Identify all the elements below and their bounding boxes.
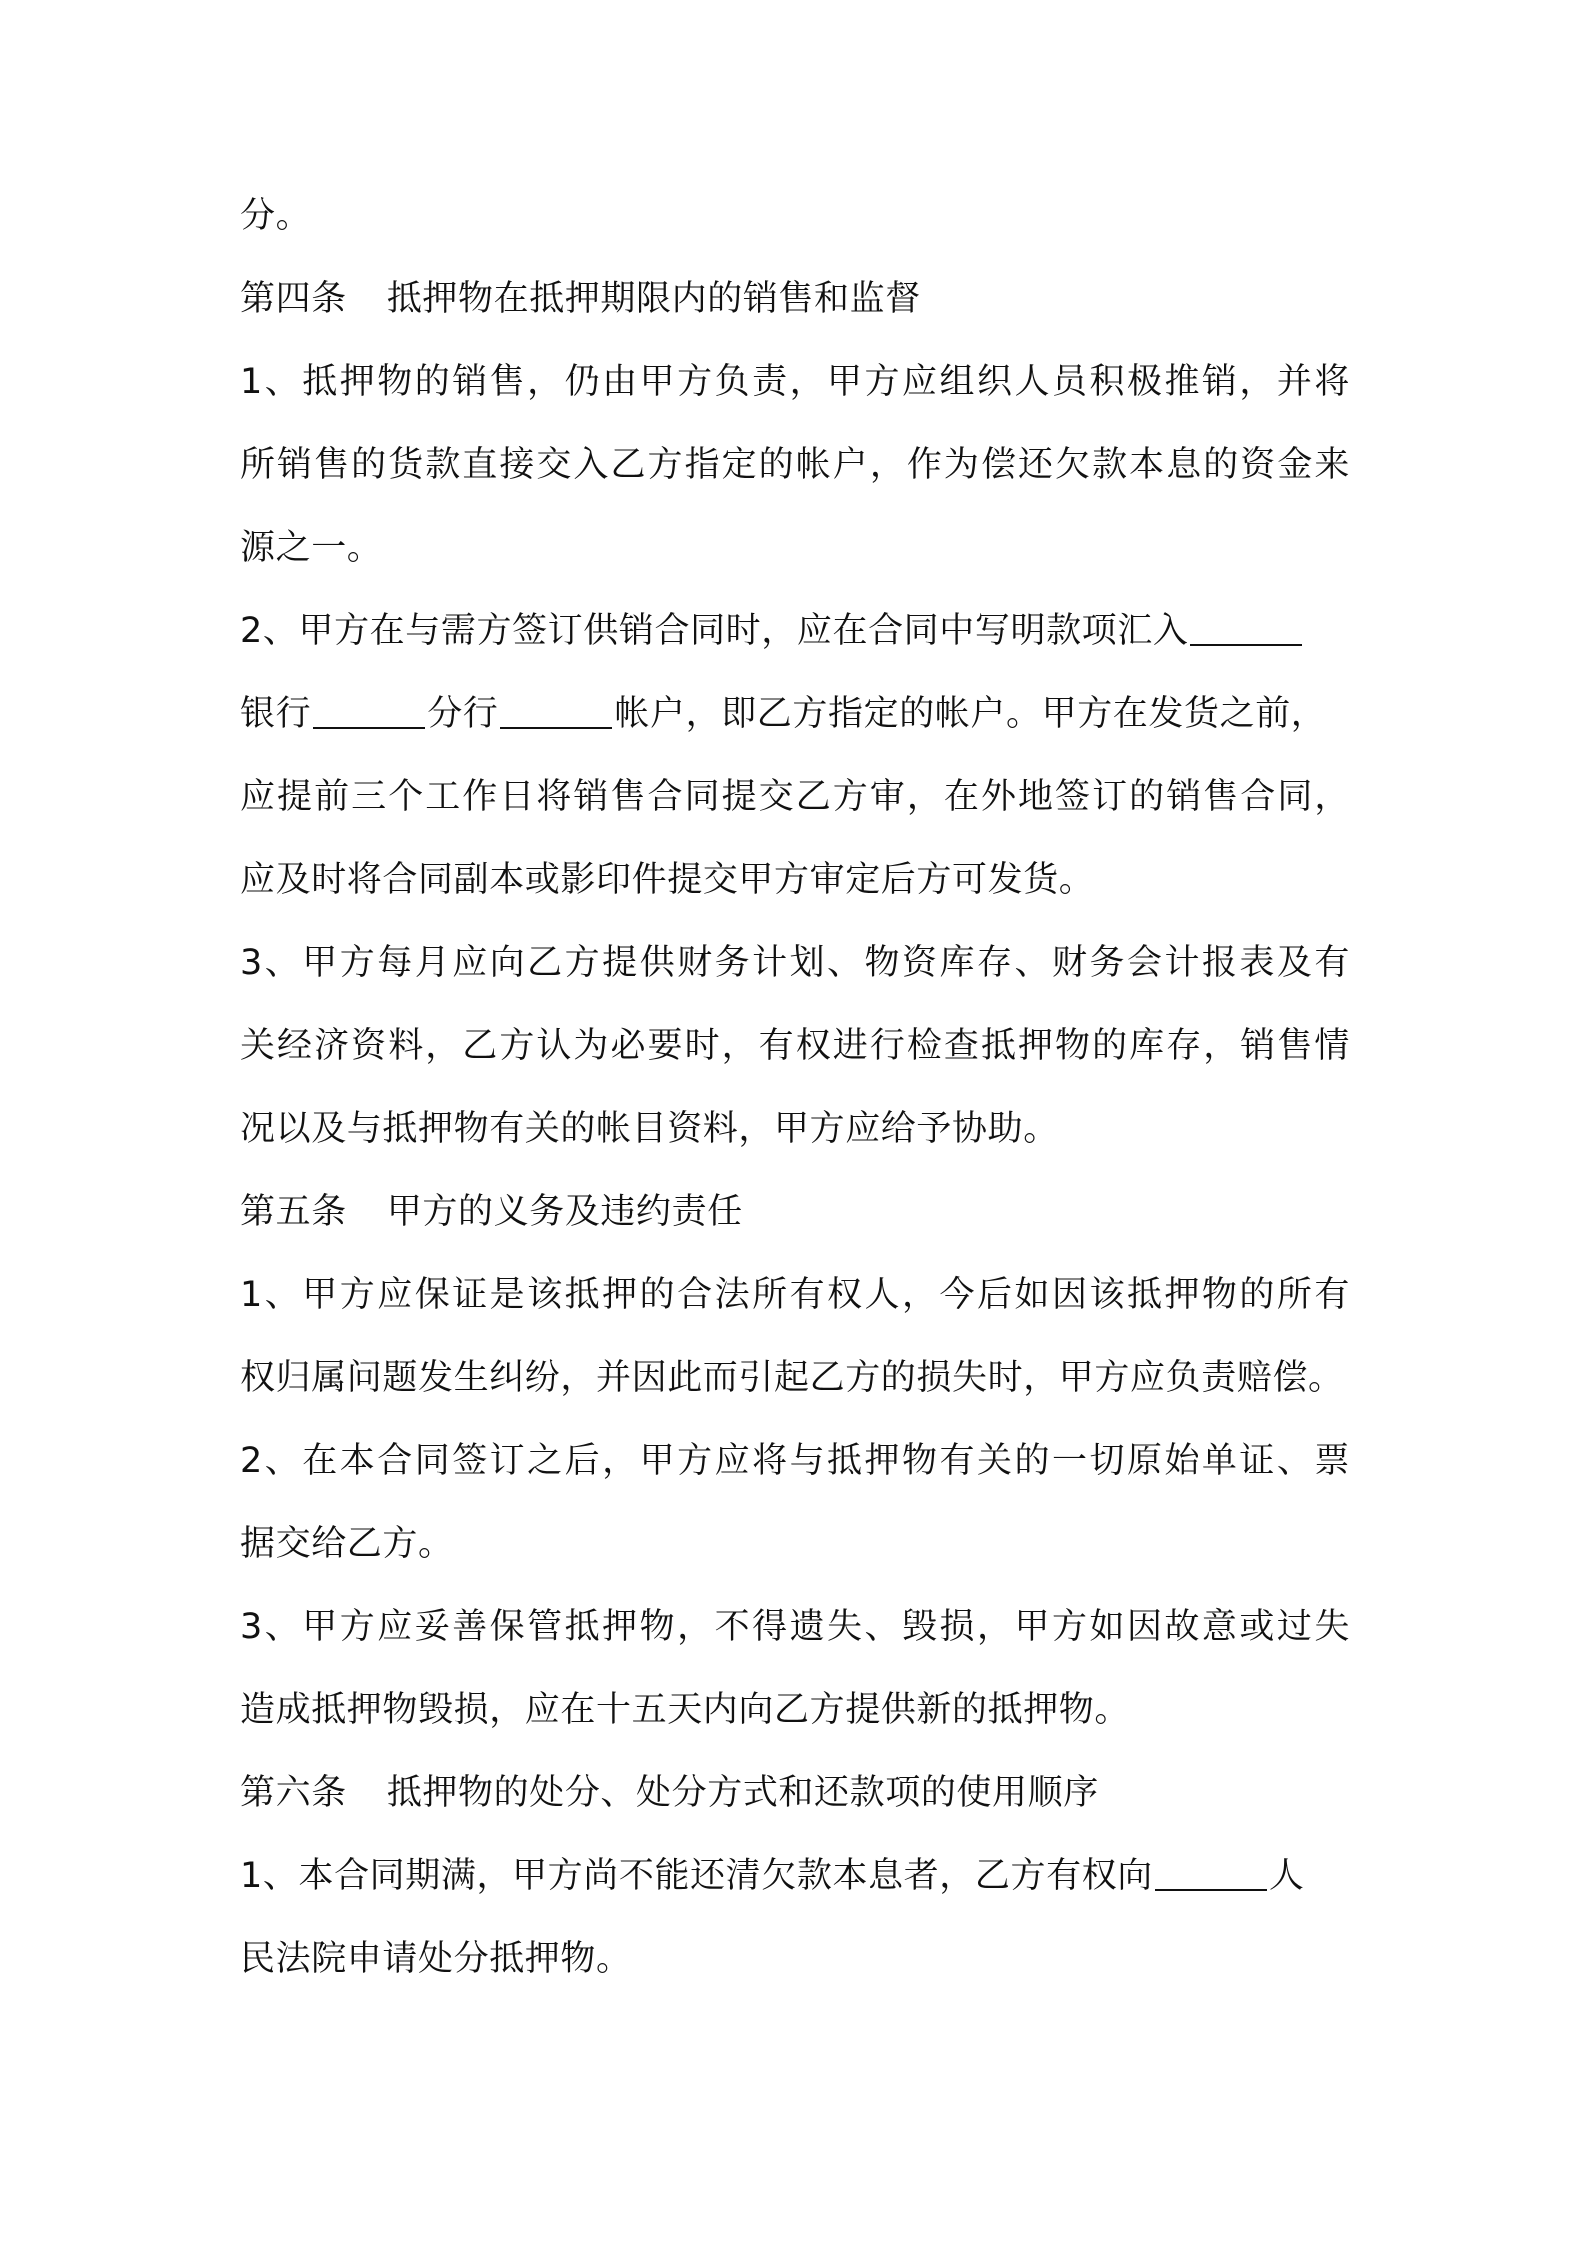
article-number: 第五条 xyxy=(240,1192,347,1232)
line-text: 权归属问题发生纠纷，并因此而引起乙方的损失时，甲方应负责赔偿。 xyxy=(240,1358,1344,1398)
paragraph-line xyxy=(240,1271,1350,1319)
line-text: 1、本合同期满，甲方尚不能还清欠款本息者，乙方有权向 xyxy=(240,1856,1153,1896)
paragraph-line xyxy=(240,690,1350,738)
line-text: 所销售的货款直接交入乙方指定的帐户，作为偿还欠款本息的资金来 xyxy=(240,445,1350,485)
line-text: 人 xyxy=(1268,1856,1305,1896)
paragraph-line xyxy=(240,607,1350,655)
line-text: 2、在本合同签订之后，甲方应将与抵押物有关的一切原始单证、票 xyxy=(240,1441,1350,1481)
paragraph-line xyxy=(240,1354,1350,1402)
line-text: 关经济资料，乙方认为必要时，有权进行检查抵押物的库存，销售情 xyxy=(240,1026,1350,1066)
line-text: 民法院申请处分抵押物。 xyxy=(240,1939,632,1979)
line-text: 况以及与抵押物有关的帐目资料，甲方应给予协助。 xyxy=(240,1109,1059,1149)
paragraph-line xyxy=(240,1852,1350,1900)
line-text: 应提前三个工作日将销售合同提交乙方审，在外地签订的销售合同， xyxy=(240,777,1350,817)
line-text: 银行 xyxy=(240,694,312,734)
article-number: 第四条 xyxy=(240,279,347,319)
paragraph-line xyxy=(240,1603,1350,1651)
line-text: 据交给乙方。 xyxy=(240,1524,454,1564)
blank-account-number xyxy=(500,693,612,729)
line-text: 源之一。 xyxy=(240,528,383,568)
article-title: 抵押物的处分、处分方式和还款项的使用顺序 xyxy=(386,1773,1099,1813)
paragraph-line xyxy=(240,1935,1350,1983)
line-text: 3、甲方每月应向乙方提供财务计划、物资库存、财务会计报表及有 xyxy=(240,943,1350,983)
line-text: 帐户，即乙方指定的帐户。甲方在发货之前， xyxy=(614,694,1327,734)
line-text: 分。 xyxy=(240,196,312,236)
article-title: 抵押物在抵押期限内的销售和监督 xyxy=(386,279,921,319)
article-title: 甲方的义务及违约责任 xyxy=(386,1192,743,1232)
paragraph-line xyxy=(240,441,1350,489)
blank-branch-name xyxy=(313,693,425,729)
blank-court-name xyxy=(1155,1855,1267,1891)
blank-bank-name xyxy=(1190,610,1302,646)
line-text: 3、甲方应妥善保管抵押物，不得遗失、毁损，甲方如因故意或过失 xyxy=(240,1607,1350,1647)
line-text: 2、甲方在与需方签订供销合同时，应在合同中写明款项汇入 xyxy=(240,611,1189,651)
line-text: 分行 xyxy=(427,694,499,734)
article-number: 第六条 xyxy=(240,1773,347,1813)
article-heading xyxy=(240,1188,1350,1236)
paragraph-line xyxy=(240,773,1350,821)
paragraph-line xyxy=(240,1105,1350,1153)
line-text: 1、抵押物的销售，仍由甲方负责，甲方应组织人员积极推销，并将 xyxy=(240,362,1350,402)
paragraph-line xyxy=(240,856,1350,904)
paragraph-line xyxy=(240,1022,1350,1070)
article-heading xyxy=(240,275,1350,323)
line-text: 应及时将合同副本或影印件提交甲方审定后方可发货。 xyxy=(240,860,1095,900)
paragraph-line xyxy=(240,1437,1350,1485)
paragraph-line xyxy=(240,358,1350,406)
article-heading xyxy=(240,1769,1350,1817)
paragraph-line xyxy=(240,524,1350,572)
paragraph-line xyxy=(240,1520,1350,1568)
paragraph-line xyxy=(240,192,1350,240)
paragraph-line xyxy=(240,939,1350,987)
paragraph-line xyxy=(240,1686,1350,1734)
line-text: 1、甲方应保证是该抵押的合法所有权人，今后如因该抵押物的所有 xyxy=(240,1275,1350,1315)
line-text: 造成抵押物毁损，应在十五天内向乙方提供新的抵押物。 xyxy=(240,1690,1131,1730)
